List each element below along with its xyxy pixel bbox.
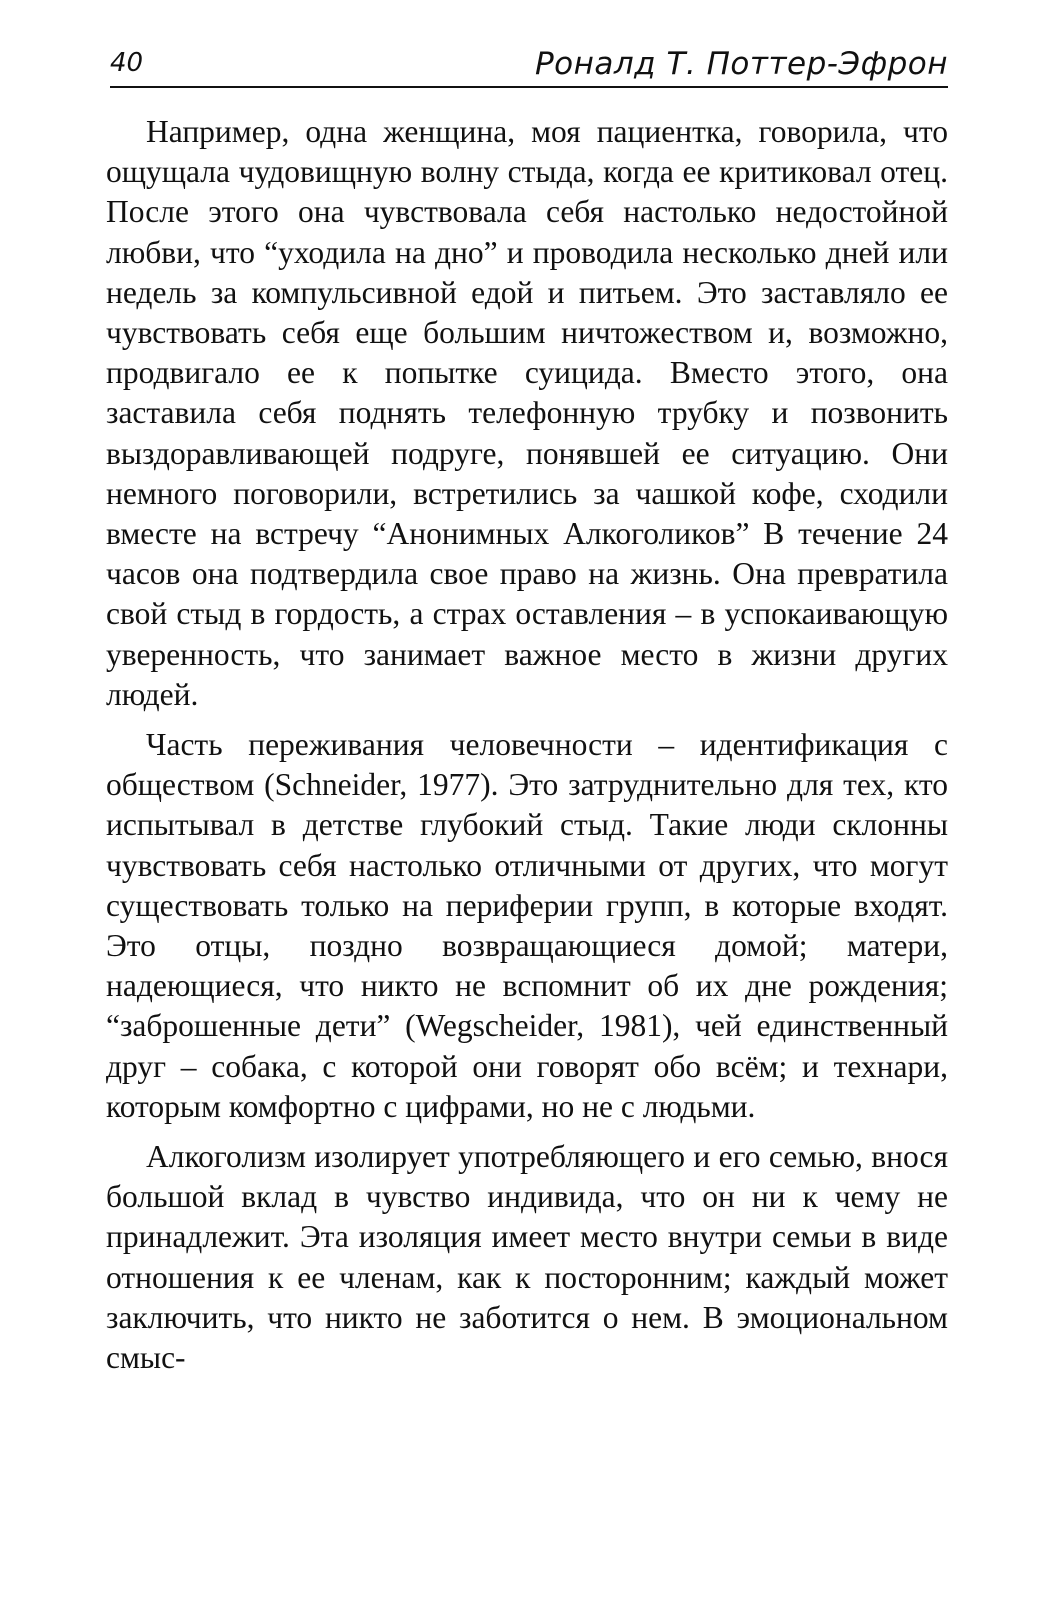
paragraph: Например, одна женщина, моя пациентка, говорила, что ощущала чудовищную волну стыда, когда ее критиковал отец. После этого она чувствовала себя настолько недостойной любви, что “уходила на дно” и проводила несколько дней или недель за компульсивной едой и питьем. Это заставляло ее чувствовать себя еще большим ничтожеством и, возможно, продвигало ее к попытке суицида. Вместо этого, она заставила себя поднять телефонную трубку и позвонить выздоравливающей подруге, понявшей ее ситуацию. Они немного поговорили, встретились за чашкой кофе, сходили вместе на встречу “Анонимных Алкоголиков” В течение 24 часов она подтвердила свое право на жизнь. Она превратила свой стыд в гордость, а страх оставления – в успокаивающую уверенность, что занимает важное место в жизни других людей. — [106, 114, 948, 712]
page-header — [110, 46, 948, 88]
page-number: 40 — [110, 48, 144, 78]
paragraph: Часть переживания человечности – идентификация с обществом (Schneider, 1977). Это затруднительно для тех, кто испытывал в детстве глубокий стыд. Такие люди склонны чувствовать себя настолько отличными от других, что могут существовать только на периферии групп, в которые входят. Это отцы, поздно возвращающиеся домой; матери, надеющиеся, что никто не вспомнит об их дне рождения; “заброшенные дети” (Wegscheider, 1981), чей единственный друг – собака, с которой они говорят обо всём; и технари, которым комфортно с цифрами, но не с людьми. — [106, 727, 948, 1124]
page-body — [106, 112, 948, 1378]
paragraph: Алкоголизм изолирует употребляющего и его семью, внося большой вклад в чувство индивида, что он ни к чему не принадлежит. Эта изоляция имеет место внутри семьи в виде отношения к ее членам, как к посторонним; каждый может заключить, что никто не заботится о нем. В эмоциональном смыс- — [106, 1139, 948, 1376]
running-head: Роналд Т. Поттер-Эфрон — [534, 46, 948, 82]
